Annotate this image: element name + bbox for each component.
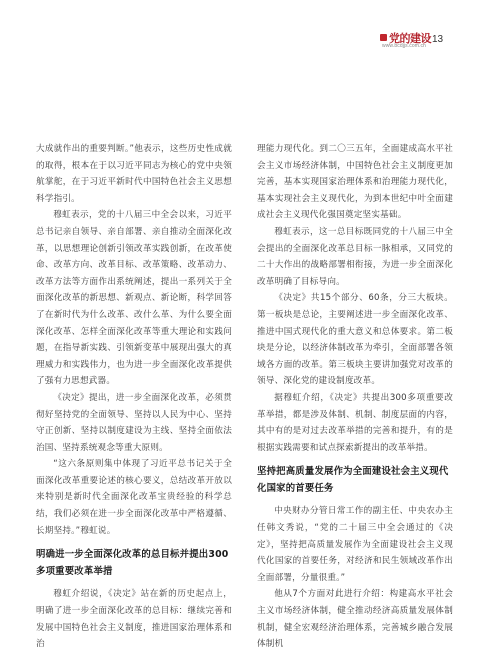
paragraph: “这六条原则集中体现了习近平总书记关于全面深化改革重要论述的核心要义，总结改革开放以来特别是新时代全面深化改革宝贵经验的科学总结，我们必须在进一步全面深化改革中严格遵循、长期坚持。”穆虹说。 xyxy=(36,459,232,536)
right-column xyxy=(257,141,453,653)
paragraph: 中央财办分管日常工作的副主任、中央农办主任韩文秀说，“党的二十届三中全会通过的《决定》，坚持把高质量发展作为全面建设社会主义现代化国家的首要任务，对经济和民生领域改革作出全面部署，分量很重。” xyxy=(257,506,453,583)
paragraph: 《决定》提出，进一步全面深化改革，必须贯彻好坚持党的全面领导、坚持以人民为中心、坚持守正创新、坚持以制度建设为主线、坚持全面依法治国、坚持系统观念等重大原则。 xyxy=(36,392,232,453)
page-header xyxy=(0,0,484,58)
left-column xyxy=(36,141,232,653)
page-number: 13 xyxy=(432,34,444,45)
paragraph: 大成就作出的重要判断。”他表示，这些历史性成就的取得，根本在于以习近平同志为核心的党中央领航掌舵，在于习近平新时代中国特色社会主义思想科学指引。 xyxy=(36,144,232,204)
logo-text: 党的建设 xyxy=(389,32,431,45)
paragraph: 穆虹表示，这一总目标既同党的十八届三中全会提出的全面深化改革总目标一脉相承，又同党的二十大作出的战略部署相衔接，为进一步全面深化改革明确了目标导向。 xyxy=(257,226,453,287)
paragraph: 穆虹表示，党的十八届三中全会以来，习近平总书记亲自领导、亲自部署、亲自推动全面深化改革，以思想理论创新引领改革实践创新，在改革使命、改革方向、改革目标、改革策略、改革动力、改革方法等方面作出系统阐述，提出一系列关于全面深化改革的新思想、新观点、新论断，科学回答了在新时代为什么改革、改什么革、为什么要全面深化改革、怎样全面深化改革等重大理论和实践问题，在指导新实践、引领新变革中展现出强大的真理威力和实践伟力，也为进一步全面深化改革提供了强有力思想武器。 xyxy=(36,210,232,387)
party-emblem-icon xyxy=(380,34,387,41)
paragraph: 《决定》共15个部分、60条，分三大板块。第一板块是总论，主要阐述进一步全面深化改革、推进中国式现代化的重大意义和总体要求。第二板块是分论，以经济体制改革为牵引，全面部署各领域各方面的改革。第三板块主要讲加强党对改革的领导、深化党的建设制度改革。 xyxy=(257,293,453,387)
paragraph: 他从7个方面对此进行介绍：构建高水平社会主义市场经济体制，健全推动经济高质量发展体制机制，健全宏观经济治理体系，完善城乡融合发展体制机 xyxy=(257,589,453,650)
section-heading: 明确进一步全面深化改革的总目标并提出300多项重要改革举措 xyxy=(36,549,229,577)
paragraph: 据穆虹介绍，《决定》共提出300多项重要改革举措，都是涉及体制、机制、制度层面的内容，其中有的是对过去改革举措的完善和提升，有的是根据实践需要和试点探索新提出的改革举措。 xyxy=(257,392,453,453)
paragraph: 穆虹介绍说，《决定》站在新的历史起点上，明确了进一步全面深化改革的总目标：继续完善和发展中国特色社会主义制度，推进国家治理体系和治 xyxy=(36,589,232,650)
section-heading: 坚持把高质量发展作为全面建设社会主义现代化国家的首要任务 xyxy=(257,466,449,494)
site-url: www.bcdjjs.com.cn xyxy=(382,43,426,49)
paragraph: 理能力现代化。到二〇三五年，全面建成高水平社会主义市场经济体制，中国特色社会主义制度更加完善，基本实现国家治理体系和治理能力现代化，基本实现社会主义现代化，为到本世纪中叶全面建成社会主义现代化强国奠定坚实基础。 xyxy=(257,144,453,221)
